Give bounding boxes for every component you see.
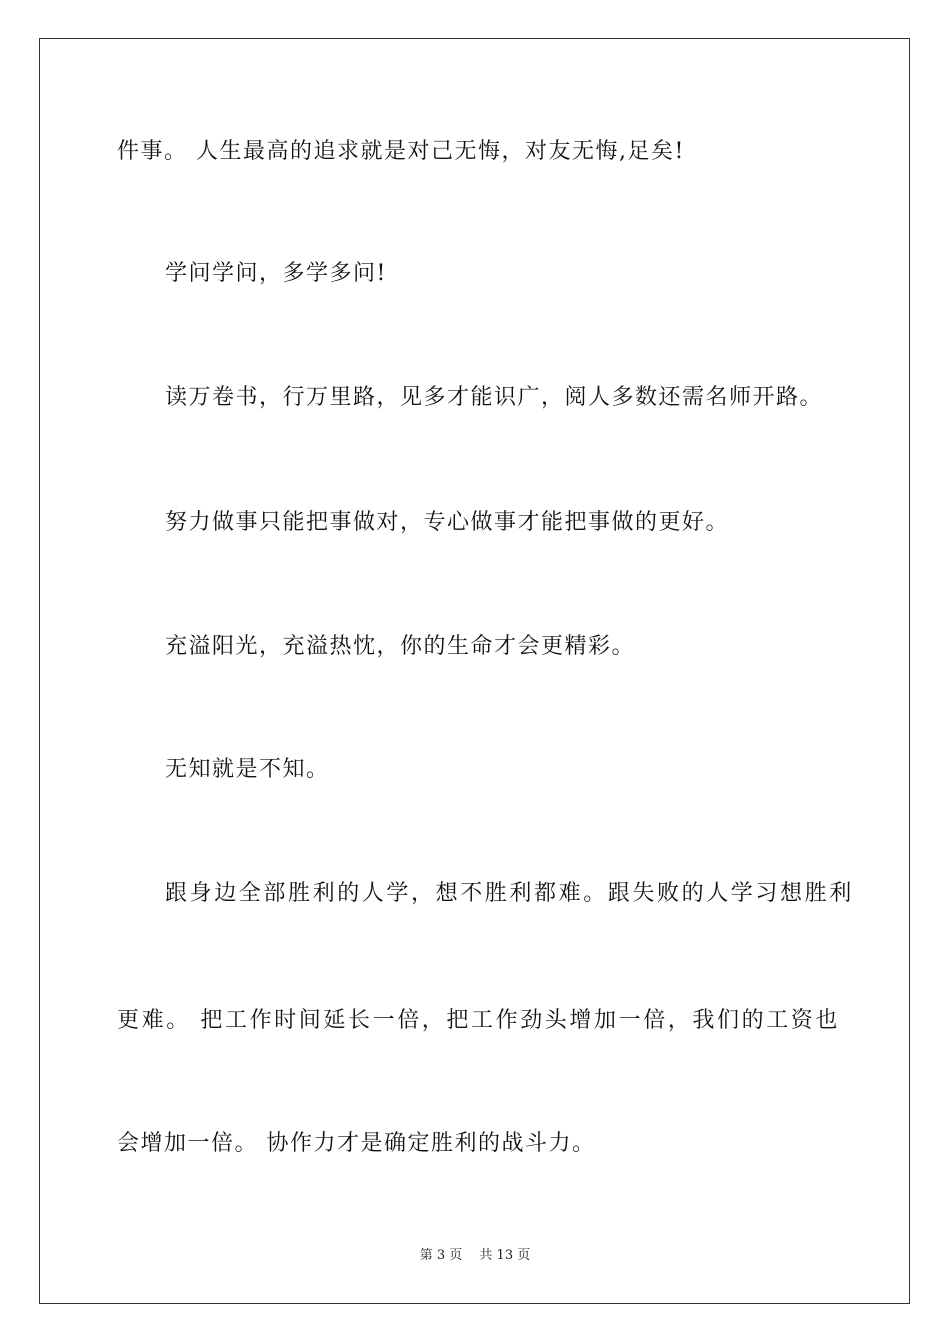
- text-line: 件事。 人生最高的追求就是对己无悔，对友无悔,足矣!: [117, 139, 685, 164]
- text-line: 努力做事只能把事做对，专心做事才能把事做的更好。: [165, 510, 730, 535]
- text-line: 无知就是不知。: [165, 757, 330, 782]
- text-line: 充溢阳光，充溢热忱，你的生命才会更精彩。: [165, 634, 636, 659]
- page-border: [39, 38, 910, 1304]
- text-line: 更难。 把工作时间延长一倍，把工作劲头增加一倍，我们的工资也: [117, 1008, 840, 1033]
- text-line: 读万卷书，行万里路，见多才能识广，阅人多数还需名师开路。: [165, 385, 824, 410]
- page-number: 第 3 页 共 13 页: [419, 1248, 531, 1263]
- text-line: 跟身边全部胜利的人学，想不胜利都难。跟失败的人学习想胜利: [165, 881, 854, 906]
- text-line: 学问学问，多学多问!: [165, 261, 387, 286]
- text-line: 会增加一倍。 协作力才是确定胜利的战斗力。: [117, 1131, 596, 1156]
